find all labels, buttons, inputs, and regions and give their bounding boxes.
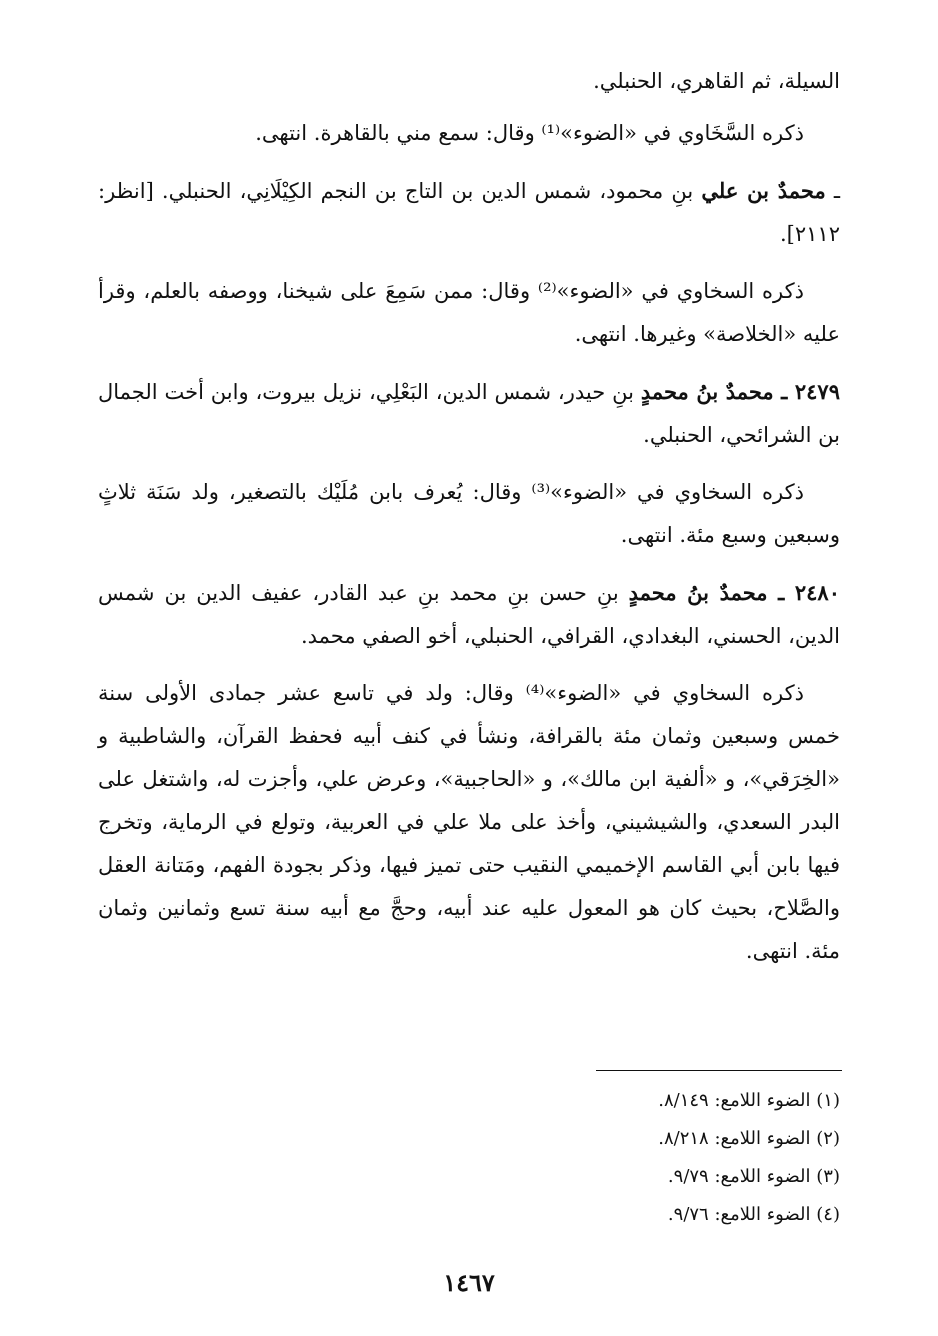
footnotes bbox=[340, 1082, 840, 1234]
text-span: ذكره السَّخَاوي في «الضوء»⁽¹⁾ وقال: سمع مني بالقاهرة. انتهى. bbox=[255, 121, 804, 145]
footnote-3: (٣) الضوء اللامع: ٩/٧٩. bbox=[667, 1166, 840, 1187]
paragraph-3-entry bbox=[98, 169, 840, 256]
text-span: بنِ محمود، شمس الدين بن التاج بن النجم الكِيْلَانِي، الحنبلي. [انظر: ٢١١٢]. bbox=[98, 179, 840, 246]
entry-number: ٢٤٧٩ ـ bbox=[773, 379, 840, 404]
text-span: السيلة، ثم القاهري، الحنبلي. bbox=[593, 69, 840, 93]
entry-number: ٢٤٨٠ ـ bbox=[767, 580, 840, 605]
entry-name: محمدٌ بن علي bbox=[701, 178, 826, 203]
footnote-separator bbox=[596, 1070, 842, 1071]
entry-name: محمدٌ بنُ محمدٍ bbox=[628, 580, 768, 605]
footnote-4: (٤) الضوء اللامع: ٩/٧٦. bbox=[667, 1204, 840, 1225]
entry-name: محمدٌ بنُ محمدٍ bbox=[640, 379, 774, 404]
text-span: ذكره السخاوي في «الضوء»⁽⁴⁾ وقال: ولد في تاسع عشر جمادى الأولى سنة خمس وسبعين وثمان مئة بالقرافة، ونشأ في كنف أبيه فحفظ القرآن، والشاطبية و «الخِرَقي»، و «ألفية ابن مالك»، و «الحاجبية»، وعرض علي، وأجزت له، واشتغل على البدر السعدي، والشيشيني، وأخذ على ملا علي في العربية، وتولع في الرماية، وتخرج فيها بابن أبي القاسم الإخميمي النقيب حتى تميز فيها، وذكر بجودة الفهم، ومَتانة العقل والصَّلاح، بحيث كان هو المعول عليه عند أبيه، وحجَّ مع أبيه سنة تسع وثمانين وثمان مئة. انتهى. bbox=[98, 681, 840, 963]
paragraph-8 bbox=[98, 672, 840, 973]
paragraph-2 bbox=[98, 112, 840, 155]
paragraph-6 bbox=[98, 471, 840, 557]
paragraph-5-entry-2479 bbox=[98, 370, 840, 457]
main-text bbox=[98, 60, 840, 982]
text-span: بنِ حسن بنِ محمد بنِ عبد القادر، عفيف الدين بن شمس الدين، الحسني، البغدادي، القرافي، الحنبلي، أخو الصفي محمد. bbox=[98, 581, 840, 648]
text-span: بنِ حيدر، شمس الدين، البَعْلِي، نزيل بيروت، وابن أخت الجمال بن الشرائحي، الحنبلي. bbox=[98, 380, 840, 447]
paragraph-7-entry-2480 bbox=[98, 571, 840, 658]
text-span: ذكره السخاوي في «الضوء»⁽²⁾ وقال: ممن سَمِعَ على شيخنا، ووصفه بالعلم، وقرأ عليه «الخلاصة» وغيرها. انتهى. bbox=[98, 279, 840, 346]
footnote-1: (١) الضوء اللامع: ٨/١٤٩. bbox=[658, 1090, 840, 1111]
page-number: ١٤٦٧ bbox=[443, 1268, 495, 1297]
text-span: ـ bbox=[825, 179, 841, 203]
text-span: ذكره السخاوي في «الضوء»⁽³⁾ وقال: يُعرف بابن مُلَيْك بالتصغير، ولد سَنَة ثلاثٍ وسبعين وسبع مئة. انتهى. bbox=[98, 480, 840, 547]
footnote-2: (٢) الضوء اللامع: ٨/٢١٨. bbox=[658, 1128, 840, 1149]
paragraph-4 bbox=[98, 270, 840, 356]
paragraph-1 bbox=[98, 60, 840, 103]
